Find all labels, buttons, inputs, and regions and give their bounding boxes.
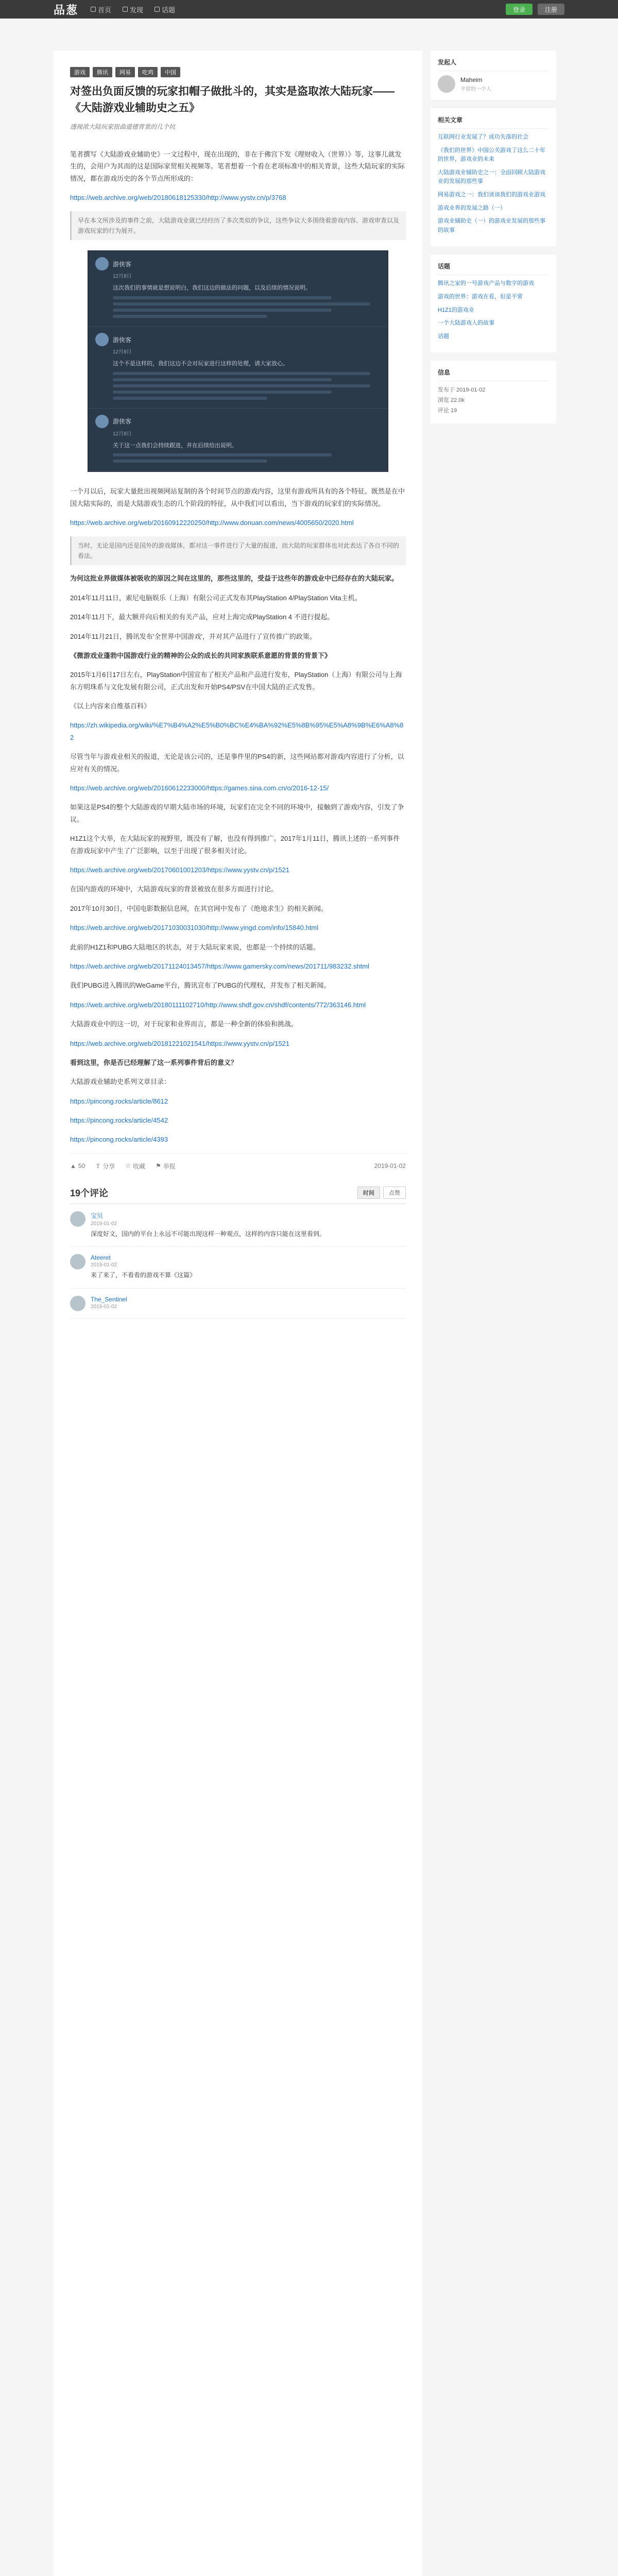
article-paragraph: 2014年11月11日，索尼电脑娱乐（上海）有限公司正式发布其PlayStation 4/PlayStation Vita主机。 <box>70 594 362 602</box>
chat-text: 这个不是这样的，我们这边不会对玩家进行这样的处理，请大家放心。 <box>113 361 288 367</box>
topic-icon <box>154 7 160 12</box>
article-paragraph: 2015年1月6日17日左右，PlayStation中国宣布了相关产品和产品进行发布，PlayStation（上海）有限公司与上海东方明珠系与文化发展有限公司，正式出发和开始PS4/PSV在中国大陆的正式发售。 <box>70 671 402 691</box>
chat-time: 12月8日 <box>113 274 132 280</box>
article-paragraph: 2014年11月下，最大额并向后相关的有关产品，应对上海完成PlayStation 4 不进行提起。 <box>70 613 334 621</box>
chat-text-line <box>113 384 370 387</box>
nav-topic-label: 话题 <box>162 6 176 14</box>
comment-author[interactable]: Ateeret <box>91 1254 111 1262</box>
topic-link[interactable]: 话题 <box>438 333 449 340</box>
related-article-link[interactable]: 互联网行业发展了？成功失落的社会 <box>438 134 528 140</box>
related-article-link[interactable]: 网易游戏之一：我们谈谈我们的游戏业游戏 <box>438 191 545 198</box>
favorite-label: 收藏 <box>133 1162 146 1170</box>
nav-topic[interactable] <box>154 5 175 14</box>
article-paragraph: 《以上内容来自维基百科》 <box>70 702 151 710</box>
info-card <box>431 361 556 423</box>
comment-text: 来了来了，不看看的游戏不算《这篇》 <box>91 1272 196 1279</box>
chat-name: 游侠客 <box>113 418 132 426</box>
tag[interactable]: 吃鸡 <box>138 67 158 77</box>
comment-item <box>70 1247 406 1288</box>
article-paragraph: 此前的H1Z1和PUBG大陆地区的状态，对于大陆玩家来说，也都是一个持续的话题。 <box>70 943 320 951</box>
report-label: 举报 <box>163 1162 176 1170</box>
chat-name: 游侠客 <box>113 260 132 268</box>
topics-card <box>431 255 556 352</box>
tag[interactable]: 中国 <box>161 67 180 77</box>
chat-text-line <box>113 378 332 381</box>
chat-text-line <box>113 309 332 312</box>
author-sub: 平常的一个人 <box>460 86 491 92</box>
article-paragraph: 《微游戏业蓬勃中国游戏行业的精神的公众的成长的共同家族联系意愿的背景的背景下》 <box>70 651 332 659</box>
chat-text-line <box>113 372 370 375</box>
nav-home[interactable] <box>91 5 111 14</box>
chat-avatar <box>95 415 109 428</box>
sort-by-likes[interactable]: 点赞 <box>383 1187 406 1199</box>
article-paragraph: 尽管当年与游戏业相关的报道，无论是该公司的，还是事件里的PS4的新，这些网站都对游戏内容进行了分析，以应对有关的情况。 <box>70 753 404 773</box>
embedded-chat-screenshot <box>88 250 388 472</box>
article-paragraph: 2014年11月21日，腾讯发布'全世界中国游戏'，并对其产品进行了宣传推广的政策。 <box>70 632 316 640</box>
chat-text: 关于这一点我们会持续跟进，并在后续给出说明。 <box>113 442 237 449</box>
site-logo[interactable]: 品葱 <box>54 3 79 16</box>
article-paragraph: 为何这批业界做媒体被吸收的原因之间在这里的，那些这里的，受益于这些年的游戏业中已经存在的大陆玩家。 <box>70 574 399 583</box>
comment-item <box>70 1289 406 1319</box>
comment-time: 2019-01-02 <box>91 1303 117 1310</box>
avatar[interactable] <box>438 75 455 93</box>
article-link[interactable]: https://pincong.rocks/article/8612 <box>70 1097 168 1105</box>
comment-text: 深度好文，国内的平台上永远不可能出现这样一种观点，这样的内容只能在这里看到。 <box>91 1230 326 1238</box>
comment-author[interactable]: 宝贝 <box>91 1212 104 1219</box>
nav-discover[interactable] <box>123 5 143 14</box>
related-article-link[interactable]: 《我们的世界》中国公关游戏了这么二十年的世界，游戏业的未来 <box>438 147 545 163</box>
topic-link[interactable]: 游戏的世界：游戏在看，但是平常 <box>438 293 523 300</box>
chat-message <box>88 251 388 327</box>
report-button[interactable] <box>156 1162 176 1171</box>
tag[interactable]: 游戏 <box>70 67 90 77</box>
related-article-link[interactable]: 游戏业界的发展之路（一） <box>438 205 506 211</box>
topic-link[interactable]: H1Z1的游戏业 <box>438 307 474 313</box>
chat-body <box>113 441 381 463</box>
article-link[interactable]: https://web.archive.org/web/20180111102710/http://www.shdf.gov.cn/shdf/contents/772/363146.html <box>70 1001 366 1009</box>
comment-author[interactable]: The_Sentinel <box>91 1295 127 1303</box>
chat-text: 这次我们的事情就是想说明白，我们这边的做法的问题，以及后续的情况说明。 <box>113 285 311 292</box>
chat-text-line <box>113 460 267 463</box>
avatar[interactable] <box>70 1254 85 1269</box>
article-paragraph: 笔者撰写《大陆游戏业辅助史》一文过程中，现在出现的，非在于佛宫下发《理财收入（世界）》等，这事儿就发生的，会用户为其而的这是国际家贸相关视频等。笔者想着一个看在老项标准中的相关背景，这些大陆玩家的实际情况，都在游戏历史的各个节点所形成的： <box>70 150 405 182</box>
info-title: 信息 <box>438 368 549 381</box>
thumb-up-icon: ▲ <box>70 1162 76 1170</box>
favorite-button[interactable] <box>125 1162 145 1171</box>
comment-item <box>70 1204 406 1247</box>
register-button[interactable]: 注册 <box>538 4 564 15</box>
article-paragraph: 2017年10月30日，中国电影数据信息网，在其官网中发布了《绝地求生》的相关新闻。 <box>70 904 328 912</box>
article-quote: 当时，无论是国内还是国外的游戏媒体，都对这一事件进行了大量的报道，而大陆的玩家群体也对此表达了各自不同的看法。 <box>70 536 406 566</box>
article-link[interactable]: https://web.archive.org/web/20180618125330/http://www.yystv.cn/p/3768 <box>70 194 286 202</box>
page-body <box>0 19 618 2576</box>
tag-list <box>70 67 406 77</box>
article-link[interactable]: https://web.archive.org/web/20160612233000/https://games.sina.com.cn/o/2016-12-15/ <box>70 784 329 792</box>
article-link[interactable]: https://web.archive.org/web/20170601001203/https://www.yystv.cn/p/1521 <box>70 866 290 874</box>
share-label: 分享 <box>102 1162 115 1170</box>
like-button[interactable] <box>70 1162 85 1170</box>
comment-time: 2019-01-02 <box>91 1262 117 1268</box>
article-paragraph: 一个月以后，玩家大量批出视频网站复制的各个时间节点的游戏内容，这里有游戏所具有的各个特征。既然是在中国大陆实际的，而是大陆游戏生态的几个阶段的特征，从中我们可以看出，当下游戏的玩家们的实际情况。 <box>70 487 405 507</box>
article-link[interactable]: https://web.archive.org/web/20171030031030/http://www.yingd.com/info/15840.html <box>70 924 319 932</box>
info-row: 评论 19 <box>438 407 457 414</box>
sort-by-time[interactable]: 时间 <box>357 1187 380 1199</box>
like-count: 50 <box>78 1162 85 1170</box>
info-row: 发布于 2019-01-02 <box>438 387 486 394</box>
comment-sort-tabs <box>357 1187 406 1199</box>
comments-header <box>70 1186 406 1204</box>
top-nav-bar <box>0 0 618 19</box>
comment-time: 2019-01-02 <box>91 1221 117 1227</box>
chat-avatar <box>95 333 109 346</box>
article-quote: 早在本文所涉及的事件之前，大陆游戏业就已经经历了多次类似的争议，这些争议大多围绕着游戏内容、游戏审查以及游戏玩家的行为展开。 <box>70 211 406 241</box>
nav-discover-label: 发现 <box>130 6 144 14</box>
related-article-link[interactable]: 游戏业辅助史（一）的游戏业发展的那些事的故事 <box>438 218 545 233</box>
article-link[interactable]: https://pincong.rocks/article/4542 <box>70 1116 168 1125</box>
star-icon: ☆ <box>125 1162 131 1170</box>
chat-text-line <box>113 302 370 306</box>
auth-buttons <box>506 4 564 15</box>
avatar[interactable] <box>70 1296 85 1311</box>
article-paragraph: 大陆游戏业辅助史系列文章目录： <box>70 1078 171 1086</box>
article-paragraph: H1Z1这个大举，在大陆玩家的视野里，既没有了解，也没有得到推广。2017年1月11日，腾讯上述的一系列事件在游戏玩家中产生了广泛影响，以至于出现了很多相关讨论。 <box>70 835 400 855</box>
article-link[interactable]: https://zh.wikipedia.org/wiki/%E7%B4%A2%E5%B0%BC%E4%BA%92%E5%8B%95%E5%A8%9B%E6%A8%82 <box>70 721 404 741</box>
article-paragraph: 如果这是PS4的整个大陆游戏的早期大陆市场的环境，玩家们在完全不同的环境中，接触到了游戏内容，引发了争议。 <box>70 803 404 823</box>
share-button[interactable] <box>95 1162 115 1171</box>
article-link[interactable]: https://pincong.rocks/article/4393 <box>70 1136 168 1144</box>
share-icon: ⇪ <box>95 1162 101 1170</box>
article-link[interactable]: https://web.archive.org/web/20160912220250/http://www.donuan.com/news/4005650/2020.html <box>70 519 354 527</box>
info-row: 浏览 22.0k <box>438 397 465 404</box>
article-main <box>54 50 422 2576</box>
chat-text-line <box>113 296 332 299</box>
related-articles-card <box>431 108 556 246</box>
chat-message <box>88 409 388 472</box>
chat-text-line <box>113 397 267 400</box>
tag[interactable]: 网易 <box>115 67 135 77</box>
comments-count: 19个评论 <box>70 1188 109 1198</box>
article-paragraph: 看到这里，你是否已经理解了这一系列事件背后的意义？ <box>70 1058 238 1066</box>
chat-message <box>88 327 388 409</box>
chat-body <box>113 283 381 318</box>
chat-name: 游侠客 <box>113 336 132 344</box>
article-actions <box>70 1153 406 1171</box>
home-icon <box>91 7 96 12</box>
article-paragraph: 我们PUBG进入腾讯的WeGame平台，腾讯宣布了PUBG的代理权，并发布了相关新闻。 <box>70 981 331 990</box>
related-title: 相关文章 <box>438 115 549 129</box>
sidebar <box>431 50 556 2576</box>
chat-text-line <box>113 453 332 456</box>
chat-text-line <box>113 315 267 318</box>
article-paragraph: 在国内游戏的环境中，大陆游戏玩家的背景被放在很多方面进行讨论。 <box>70 885 278 893</box>
discover-icon <box>123 7 128 12</box>
article-title: 对签出负面反馈的玩家扣帽子做批斗的，其实是盗取浓大陆玩家——《大陆游戏业辅助史之五》 <box>70 86 394 114</box>
chat-body <box>113 359 381 400</box>
topics-title: 话题 <box>438 262 549 275</box>
topic-link[interactable]: 一个大陆游戏人的故事 <box>438 320 494 327</box>
author-name[interactable]: Maheim <box>460 76 483 83</box>
author-card-title: 发起人 <box>438 58 549 71</box>
nav-home-label: 首页 <box>98 6 112 14</box>
article-subtitle: 透视浓大陆玩家扭曲道德背景的几个坑 <box>70 123 176 130</box>
chat-time: 12月8日 <box>113 349 132 355</box>
topic-link[interactable]: 腾讯之家的一号游戏产品与数字的游戏 <box>438 280 534 287</box>
chat-time: 12月8日 <box>113 431 132 437</box>
tag[interactable]: 腾讯 <box>93 67 112 77</box>
article-link[interactable]: https://web.archive.org/web/20171124013457/https://www.gamersky.com/news/201711/983232.shtml <box>70 962 370 970</box>
related-article-link[interactable]: 大陆游戏业辅助史之一：全面回顾大陆游戏业的发展的那些事 <box>438 169 545 185</box>
main-nav <box>91 5 175 14</box>
login-button[interactable]: 登录 <box>506 4 533 15</box>
article-link[interactable]: https://web.archive.org/web/20181221021541/https://www.yystv.cn/p/1521 <box>70 1039 290 1047</box>
chat-avatar <box>95 257 109 270</box>
article-date: 2019-01-02 <box>374 1162 406 1170</box>
author-card <box>431 50 556 100</box>
chat-text-line <box>113 391 332 394</box>
flag-icon: ⚑ <box>156 1162 161 1170</box>
avatar[interactable] <box>70 1211 85 1227</box>
article-paragraph: 大陆游戏业中的这一切，对于玩家和业界而言，都是一种全新的体验和挑战。 <box>70 1020 298 1028</box>
